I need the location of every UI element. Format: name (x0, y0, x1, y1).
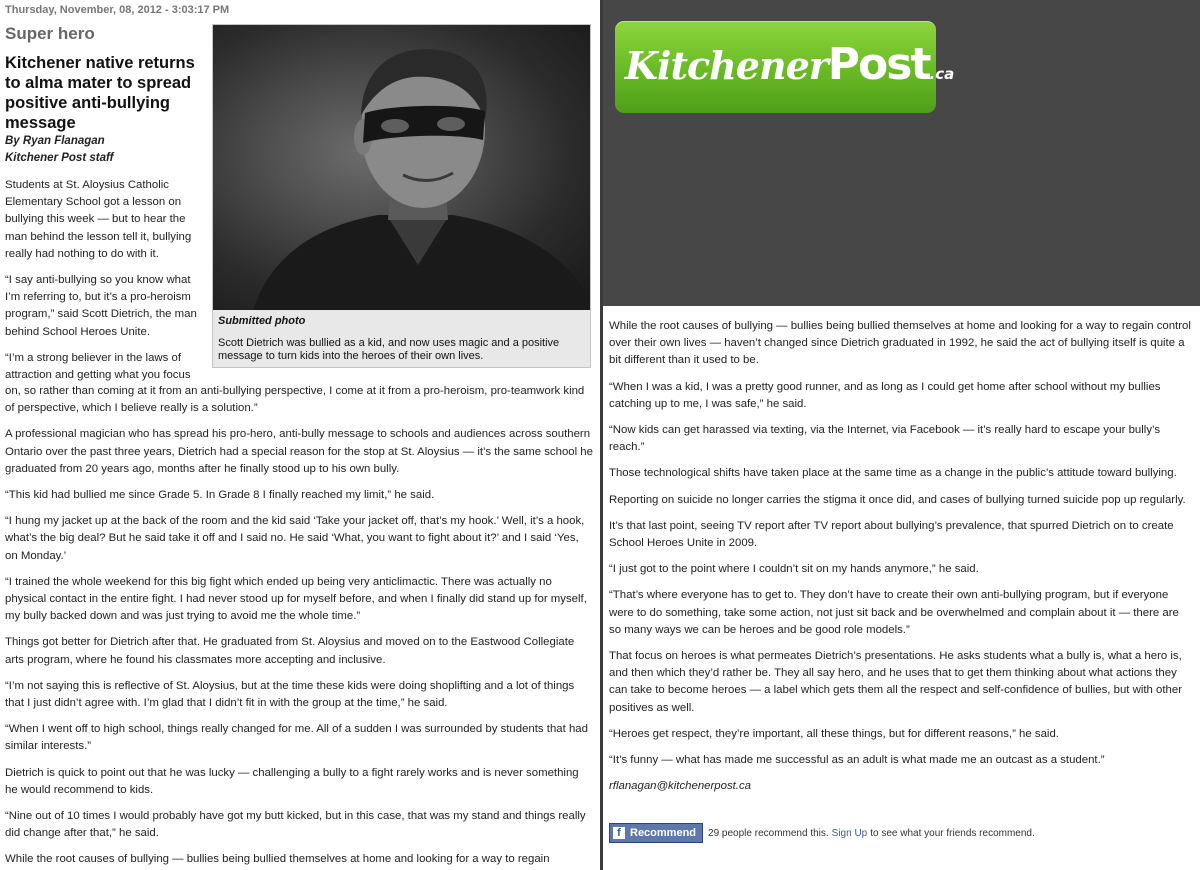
recommend-button-label: Recommend (630, 827, 697, 839)
photo (213, 25, 590, 310)
paragraph-wrap-start: “I’m a strong believer in the laws of attraction and getting what you focus (5, 351, 191, 382)
photo-caption: Scott Dietrich was bullied as a kid, and now uses magic and a positive message to turn kids into the heroes of their own lives. (218, 337, 560, 362)
wide-column (5, 383, 593, 870)
paragraph: “It’s funny — what has made me successful as an adult is what made me an outcast as a student.” (609, 754, 1105, 767)
recommend-after-text: to see what your friends recommend. (870, 827, 1035, 839)
kitchener-post-logo[interactable] (615, 21, 955, 113)
paragraph: While the root causes of bullying — bullies being bullied themselves at home and looking for a way to regain (5, 853, 550, 866)
paragraph: Those technological shifts have taken place at the same time as a change in the public’s attitude toward bullying. (609, 467, 1177, 480)
paragraph: on, so rather than coming at it from an anti-bullying perspective, I come at it from a pro-heroism, pro-teamwork kind of perspective, which I believe really is a solution.” (5, 385, 585, 415)
paragraph: “I’m not saying this is reflective of St. Aloysius, but at the time these kids were doing shoplifting and a lot of things that I just didn’t agree with. I’m glad that I didn’t fit in with the group at the time,” he said. (5, 679, 575, 710)
paragraph: It’s that last point, seeing TV report after TV report about bullying’s prevalence, that spurred Dietrich on to create School Heroes Unite in 2009. (609, 519, 1174, 550)
paragraph: A professional magician who has spread his pro-hero, anti-bully message to schools and audiences across southern Ontario over the past three years, Dietrich had a special reason for the stop at St. Aloysius — it’s the same school he graduated from 20 years ago, months after he finally stood up to his own bully. (5, 428, 593, 475)
logo-kitchener: Kitchener (625, 43, 828, 88)
paragraph: “This kid had bullied me since Grade 5. In Grade 8 I finally reached my limit,” he said. (5, 489, 435, 502)
paragraph: Reporting on suicide no longer carries the stigma it once did, and cases of bullying turned suicide pop up regularly. (609, 493, 1186, 506)
facebook-icon: f (613, 827, 625, 839)
paragraph: While the root causes of bullying — bullies being bullied themselves at home and looking for a way to regain control over their own lives — haven’t changed since Dietrich graduated in 1992, he said the act of bullying itself is quite a bit different than it used to be. (609, 320, 1191, 367)
photo-illustration (213, 25, 590, 310)
paragraph: “I hung my jacket up at the back of the room and the kid said ‘Take your jacket off, that’s my hook.’ Well, it’s a hook, what’s the big deal? But he said take it off and I said no. He said ‘What, you want to fight about it?’ and I said ‘Yes, on Monday.’ (5, 515, 585, 562)
kicker: Super hero (5, 24, 95, 43)
paragraph: Dietrich is quick to point out that he was lucky — challenging a bully to a fight rarely works and is never something he would recommend to kids. (5, 766, 579, 796)
paragraph: That focus on heroes is what permeates Dietrich’s presentations. He asks students what a bully is, what a hero is, and then which they’d rather be. They all say hero, and he uses that to get them thinking about what actions they can take to become heroes — a label which gets them all the respect and self-confidence of bullies, but with other positives as well. (609, 650, 1183, 714)
narrow-column (5, 177, 201, 384)
logo-text (625, 39, 954, 90)
photo-box (212, 24, 591, 368)
signup-link[interactable]: Sign Up (831, 827, 868, 839)
paragraph: “I just got to the point where I couldn’t sit on my hands anymore,” he said. (609, 563, 979, 576)
byline (5, 133, 113, 167)
paragraph: “I say anti-bullying so you know what I’m referring to, but it’s a pro-heroism program,” said Scott Dietrich, the man behind School Heroes Unite. (5, 274, 197, 338)
photo-credit: Submitted photo (218, 315, 306, 327)
dateline: Thursday, November, 08, 2012 - 3:03:17 PM (5, 4, 230, 16)
logo-post: Post (827, 39, 930, 90)
recommend-bar (609, 823, 1035, 843)
paragraph: “When I went off to high school, things really changed for me. All of a sudden I was surrounded by students that had similar interests.” (5, 723, 588, 753)
paragraph: “Now kids can get harassed via texting, via the Internet, via Facebook — it’s really hard to escape your bully’s reach.” (609, 424, 1161, 454)
headline: Kitchener native returns to alma mater to spread positive anti-bullying message (5, 54, 195, 132)
paragraph: “I trained the whole weekend for this big fight which ended up being very anticlimactic. There was actually no physical contact in the entire fight. I had never stood up for myself before, and when I finally did stand up for myself, my bully backed down and was just trying to avoid me the whole time.” (5, 575, 587, 623)
paragraph: “Nine out of 10 times I would probably have got my butt kicked, but in this case, that was my stand and things really did change after that,” he said. (5, 810, 586, 840)
paragraph: Students at St. Aloysius Catholic Elementary School got a lesson on bullying this week — but to hear the man behind the lesson tell it, bullying really had nothing to do with it. (5, 179, 192, 260)
article-continuation (609, 318, 1193, 804)
recommend-count-text: 29 people recommend this. (708, 827, 829, 839)
paragraph: “When I was a kid, I was a pretty good runner, and as long as I could get home after school without my bullies catching up to me, I was safe,” he said. (609, 380, 1161, 410)
paragraph: Things got better for Dietrich after that. He graduated from St. Aloysius and moved on to the Eastwood Collegiate arts program, where he found his classmates more accepting and inclusive. (5, 636, 575, 666)
paragraph: “Heroes get respect, they’re important, all these things, but for different reasons,” he said. (609, 727, 1059, 740)
paragraph: “That’s where everyone has to get to. They don’t have to create their own anti-bullying program, but if everyone were to do something, take some action, not just sit back and be overwhelmed and complain about it — there are so many ways we can be heroes and be good role models.” (609, 589, 1179, 636)
masthead (603, 0, 1200, 306)
right-clipping (603, 0, 1200, 870)
recommend-button[interactable] (609, 823, 703, 843)
byline-org: Kitchener Post staff (5, 152, 114, 164)
author-email[interactable]: rflanagan@kitchenerpost.ca (609, 780, 752, 793)
logo-ca: .ca (929, 65, 955, 83)
byline-author: By Ryan Flanagan (5, 135, 105, 147)
